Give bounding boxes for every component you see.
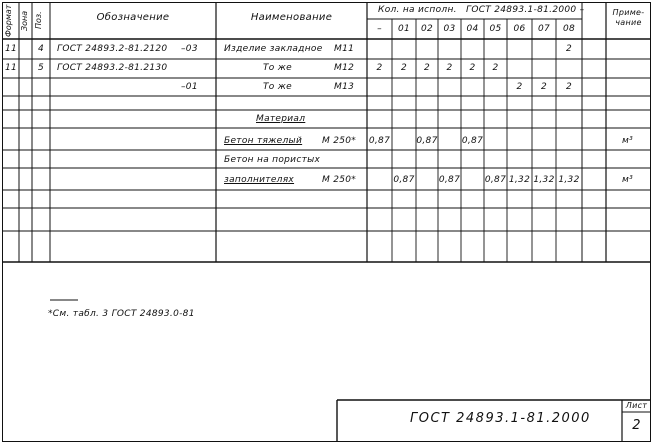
row2-qty-02: 2: [423, 63, 431, 73]
material-heading: Материал: [256, 114, 306, 124]
material1-name: Бетон тяжелый: [224, 136, 303, 146]
material1-qty-base: 0,87: [368, 136, 391, 146]
row3-variant: –01: [181, 82, 198, 92]
row2-format: 11: [5, 63, 18, 73]
material2-qty-07: 1,32: [533, 175, 555, 185]
exec-col-06: 06: [513, 24, 526, 34]
exec-col-01: 01: [397, 24, 411, 34]
row2-qty-01: 2: [400, 63, 408, 73]
material2-name-b: заполнителях: [224, 175, 295, 185]
exec-col-02: 02: [420, 24, 434, 34]
row1-pos: 4: [37, 44, 45, 54]
exec-col-05: 05: [489, 24, 502, 34]
row2-name: То же: [263, 63, 293, 73]
row2-pos: 5: [37, 63, 45, 73]
row2-qty-base: 2: [376, 63, 383, 73]
row2-qty-04: 2: [469, 63, 476, 73]
title-block-code: ГОСТ 24893.1-81.2000: [410, 411, 591, 426]
exec-col-04: 04: [466, 24, 479, 34]
row3-mark: М13: [334, 82, 355, 92]
header-name: Наименование: [250, 12, 333, 23]
header-note: Приме- чание: [612, 8, 645, 27]
header-qty-exec: Кол. на исполн.: [378, 5, 457, 15]
row3-qty-06: 2: [516, 82, 523, 92]
row1-designation: ГОСТ 24893.2-81.2120: [57, 44, 168, 54]
exec-col-03: 03: [443, 24, 456, 34]
exec-col-base: –: [377, 24, 382, 34]
material1-grade: М 250*: [322, 136, 357, 146]
material2-qty-06: 1,32: [508, 175, 531, 185]
header-doc-code: ГОСТ 24893.1-81.2000 –: [466, 5, 585, 15]
header-designation: Обозначение: [96, 12, 170, 23]
row1-mark: М11: [334, 44, 355, 54]
material2-grade: М 250*: [322, 175, 357, 185]
title-block-sheet-number: 2: [632, 418, 641, 433]
material2-qty-01: 0,87: [393, 175, 415, 185]
material2-qty-03: 0,87: [438, 175, 461, 185]
row3-qty-07: 2: [540, 82, 548, 92]
material2-unit: м³: [622, 175, 633, 185]
row1-qty-08: 2: [565, 44, 573, 54]
material2-qty-08: 1,32: [558, 175, 580, 185]
row3-qty-08: 2: [565, 82, 573, 92]
row2-designation: ГОСТ 24893.2-81.2130: [57, 63, 168, 73]
title-block-sheet-label: Лист: [625, 401, 648, 410]
row2-qty-05: 2: [492, 63, 499, 73]
header-format: Формат: [4, 4, 13, 37]
material2-name-a: Бетон на пористых: [224, 155, 321, 165]
row1-name: Изделие закладное: [224, 44, 323, 54]
material1-qty-04: 0,87: [461, 136, 484, 146]
row3-name: То же: [263, 82, 293, 92]
exec-col-08: 08: [562, 24, 576, 34]
footnote: *См. табл. 3 ГОСТ 24893.0-81: [48, 309, 195, 319]
material1-unit: м³: [622, 136, 633, 146]
row2-mark: М12: [334, 63, 355, 73]
row2-qty-03: 2: [446, 63, 453, 73]
material1-qty-02: 0,87: [416, 136, 438, 146]
exec-col-07: 07: [537, 24, 551, 34]
header-pos: Поз.: [34, 11, 43, 30]
header-zone: Зона: [20, 10, 29, 31]
row1-variant: –03: [181, 44, 198, 54]
row1-format: 11: [5, 44, 18, 54]
material2-qty-05: 0,87: [484, 175, 507, 185]
